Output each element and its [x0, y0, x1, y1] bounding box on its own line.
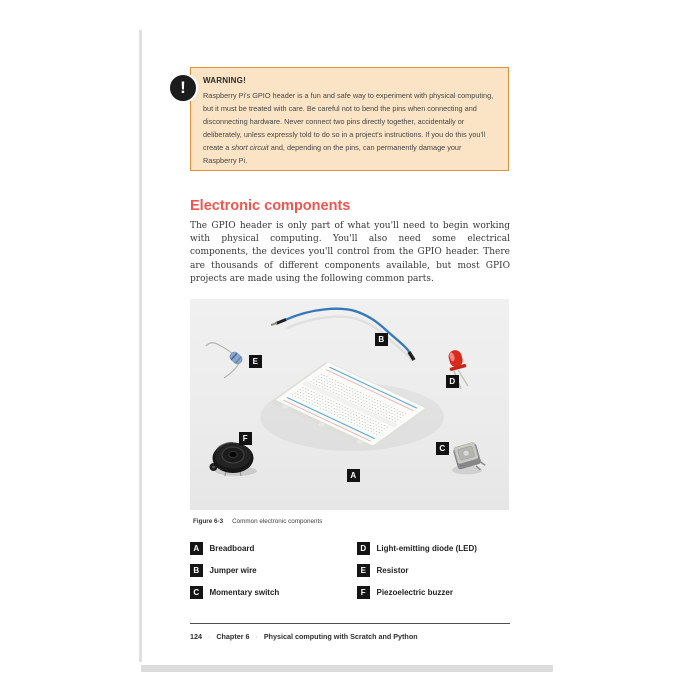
- legend-letter-badge: C: [190, 586, 203, 599]
- figure-caption-text: Common electronic components: [232, 518, 323, 525]
- legend-label: Breadboard: [209, 543, 255, 553]
- footer: [190, 632, 418, 641]
- warning-title: WARNING!: [203, 76, 246, 85]
- legend-item-breadboard: [190, 542, 357, 555]
- legend-letter-badge: E: [357, 564, 370, 577]
- warning-body-italic: short circuit: [231, 143, 269, 152]
- section-paragraph: The GPIO header is only part of what you'll need to begin working with physical computing. You'll also need some electrical components, the devices you'll control from the GPIO header. There are thousands of different components available, but most GPIO projects are made using the following common parts.: [190, 221, 510, 284]
- footer-book-title: Physical computing with Scratch and Python: [263, 632, 418, 641]
- legend-letter-badge: B: [190, 564, 203, 577]
- legend-item-resistor: [357, 564, 510, 577]
- footer-separator: ·: [255, 634, 258, 641]
- warning-body-text: Raspberry Pi's GPIO header is a fun and safe way to experiment with physical computing, but it must be treated with care. Be careful not to bend the pins when connecting and disconnecting hardware. Never connect two pins directly together, accidentally or deliberately, unless expressly told to do so in a project's instructions. If you do this you'll create a: [203, 91, 494, 152]
- footer-rule: [190, 623, 510, 624]
- warning-body-text-end: and, depending on the pins, can permanently damage your Raspberry Pi.: [203, 143, 462, 165]
- legend-item-piezo-buzzer: [357, 586, 510, 599]
- legend-label: Light-emitting diode (LED): [376, 543, 477, 553]
- warning-callout: [190, 67, 509, 171]
- footer-chapter: Chapter 6: [216, 632, 250, 641]
- figure-caption: [193, 518, 322, 525]
- figure-caption-label: Figure 6-3: [193, 518, 224, 525]
- legend-label: Resistor: [376, 565, 409, 575]
- legend-letter-badge: D: [357, 542, 370, 555]
- legend-item-momentary-switch: [190, 586, 357, 599]
- legend-item-jumper-wire: [190, 564, 357, 577]
- figure-legend: [190, 542, 510, 599]
- warning-exclamation-icon: !: [168, 73, 198, 103]
- resistor-icon: [206, 343, 244, 378]
- figure-marker-b: B: [375, 333, 388, 346]
- legend-letter-badge: A: [190, 542, 203, 555]
- figure-marker-c: C: [436, 442, 449, 455]
- jumper-wire-icon: [271, 309, 414, 361]
- legend-label: Momentary switch: [209, 587, 280, 597]
- page-spine-shadow: [139, 30, 142, 662]
- legend-item-led: [357, 542, 510, 555]
- legend-letter-badge: F: [357, 586, 370, 599]
- legend-label: Piezoelectric buzzer: [376, 587, 453, 597]
- figure-marker-d: D: [446, 375, 459, 388]
- figure-photo: [190, 299, 509, 510]
- figure-marker-a: A: [347, 469, 360, 482]
- figure-marker-e: E: [249, 355, 262, 368]
- footer-separator: ·: [208, 634, 211, 641]
- figure-marker-f: F: [239, 432, 252, 445]
- section-heading: Electronic components: [190, 198, 351, 214]
- warning-body: [203, 89, 494, 167]
- legend-label: Jumper wire: [209, 565, 257, 575]
- page-number: 124: [190, 632, 202, 641]
- page-bottom-shadow: [141, 665, 553, 672]
